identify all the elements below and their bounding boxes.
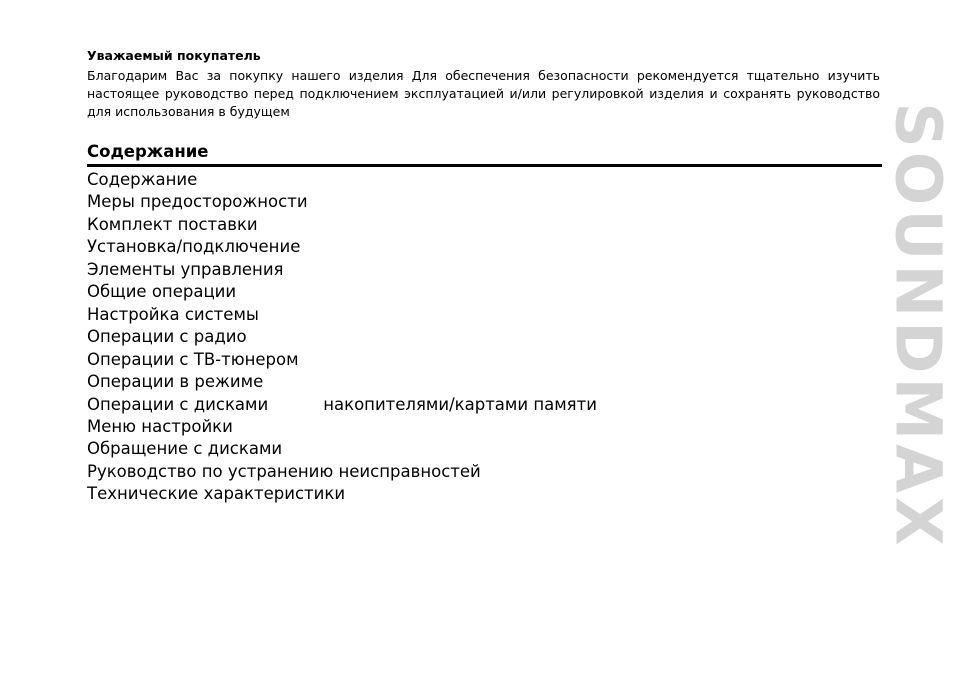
toc-item[interactable] [87,461,597,483]
intro-line: сохранять руководство для использования в будущем [87,86,880,119]
toc-item[interactable] [87,236,597,258]
toc-item-label: Операции в режиме [87,372,264,392]
intro-line: изучить настоящее руководство перед подключением эксплуатацией и/или регулировкой изделия и [87,68,880,101]
toc-item-label: Комплект поставки [87,214,258,234]
toc-item-label: Операции с радио [87,327,247,347]
toc-item-label: Операции с дисками [87,394,269,414]
toc-item-label: Технические характеристики [87,484,346,504]
toc-item[interactable] [87,394,597,416]
toc-item-label: Содержание [87,170,198,189]
contents-title: Содержание [87,142,209,161]
toc-item-label: Меню настройки [87,416,233,436]
toc-item[interactable] [87,259,597,281]
intro-paragraph [87,67,880,121]
toc-item[interactable] [87,281,597,303]
toc-item-label: Общие операции [87,282,237,302]
greeting-heading: Уважаемый покупатель [87,48,261,63]
toc-item[interactable] [87,304,597,326]
toc-item[interactable] [87,169,597,191]
toc-item[interactable] [87,326,597,348]
intro-line: Благодарим Вас за покупку нашего изделия Для обеспечения безопасности рекомендуется тщательно [87,68,820,83]
table-of-contents [87,169,597,506]
toc-item[interactable] [87,371,597,393]
toc-item[interactable] [87,349,597,371]
toc-item-label: Руководство по устранению неисправностей [87,461,481,481]
toc-item-label: Обращение с дисками [87,439,283,459]
toc-item-label: Элементы управления [87,259,284,279]
toc-item-label-suffix: накопителями/картами памяти [323,394,597,414]
toc-item-label: Установка/подключение [87,237,301,257]
toc-item[interactable] [87,214,597,236]
toc-item[interactable] [87,438,597,460]
brand-logo: SOUNDMAX [881,102,954,550]
toc-item[interactable] [87,483,597,505]
toc-item-label: Операции с ТВ-тюнером [87,349,299,369]
toc-item[interactable] [87,191,597,213]
toc-item-label: Меры предосторожности [87,192,308,212]
toc-item-label: Настройка системы [87,304,259,324]
contents-divider [87,164,882,167]
toc-item[interactable] [87,416,597,438]
